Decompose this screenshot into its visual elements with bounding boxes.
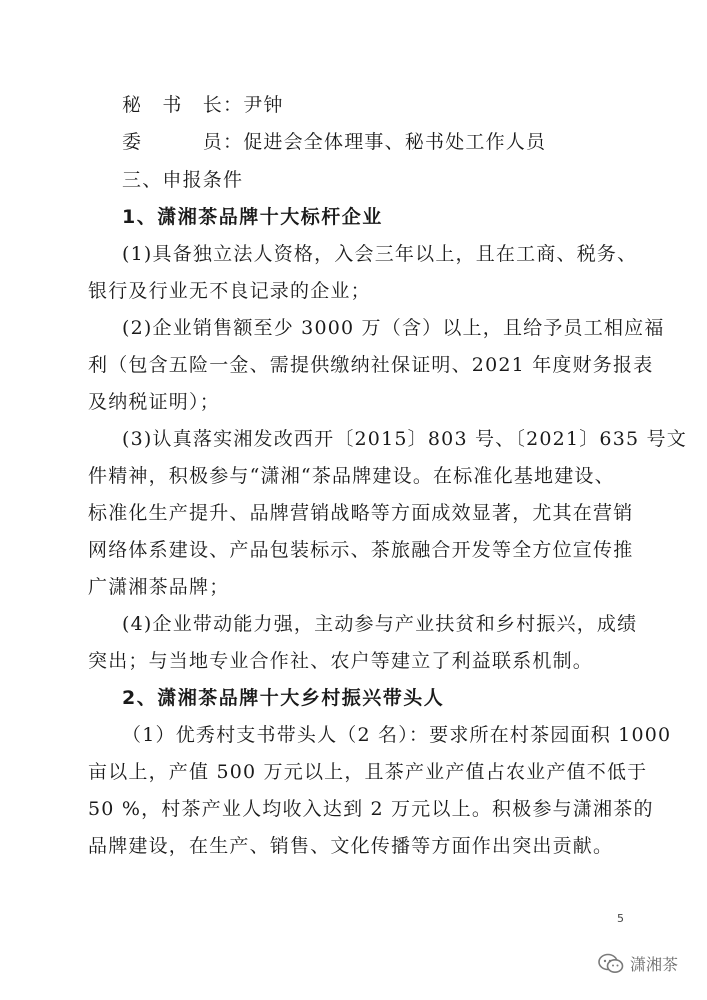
paragraph-line: 件精神，积极参与“潇湘“茶品牌建设。在标准化基地建设、 (88, 465, 615, 487)
paragraph-line: 亩以上，产值 500 万元以上，且茶产业产值占农业产值不低于 (88, 761, 648, 783)
paragraph-line: 标准化生产提升、品牌营销战略等方面成效显著，尤其在营销 (88, 502, 634, 524)
committee-members-line: 委 员：促进会全体理事、秘书处工作人员 (122, 131, 547, 153)
paragraph-line: （1）优秀村支书带头人（2 名）：要求所在村茶园面积 1000 (122, 724, 672, 746)
paragraph-line: (1)具备独立法人资格，入会三年以上，且在工商、税务、 (122, 243, 638, 265)
page-number: 5 (617, 912, 624, 925)
paragraph-line: 银行及行业无不良记录的企业； (88, 280, 371, 302)
subsection-heading-rural-revitalization-leaders: 2、潇湘茶品牌十大乡村振兴带头人 (122, 687, 445, 709)
paragraph-line: 品牌建设，在生产、销售、文化传播等方面作出突出贡献。 (88, 835, 614, 857)
paragraph-line: (3)认真落实湘发改西开〔2015〕803 号、〔2021〕635 号文 (122, 428, 687, 450)
paragraph-line: 突出；与当地专业合作社、农户等建立了利益联系机制。 (88, 650, 594, 672)
chat-bubbles-icon (598, 953, 624, 975)
subsection-heading-benchmark-enterprises: 1、潇湘茶品牌十大标杆企业 (122, 206, 383, 228)
paragraph-line: 广潇湘茶品牌； (88, 576, 230, 598)
paragraph-line: 及纳税证明）； (88, 391, 220, 413)
paragraph-line: 50 %，村茶产业人均收入达到 2 万元以上。积极参与潇湘茶的 (88, 798, 654, 820)
watermark (598, 952, 678, 975)
section-heading-application-conditions: 三、申报条件 (122, 169, 244, 191)
secretary-general-line: 秘 书 长：尹钟 (122, 94, 284, 116)
paragraph-line: 网络体系建设、产品包装标示、茶旅融合开发等全方位宣传推 (88, 539, 634, 561)
watermark-label: 潇湘茶 (630, 955, 679, 974)
paragraph-line: (2)企业销售额至少 3000 万（含）以上，且给予员工相应福 (122, 317, 665, 339)
paragraph-line: 利（包含五险一金、需提供缴纳社保证明、2021 年度财务报表 (88, 354, 654, 376)
paragraph-line: (4)企业带动能力强，主动参与产业扶贫和乡村振兴，成绩 (122, 613, 638, 635)
